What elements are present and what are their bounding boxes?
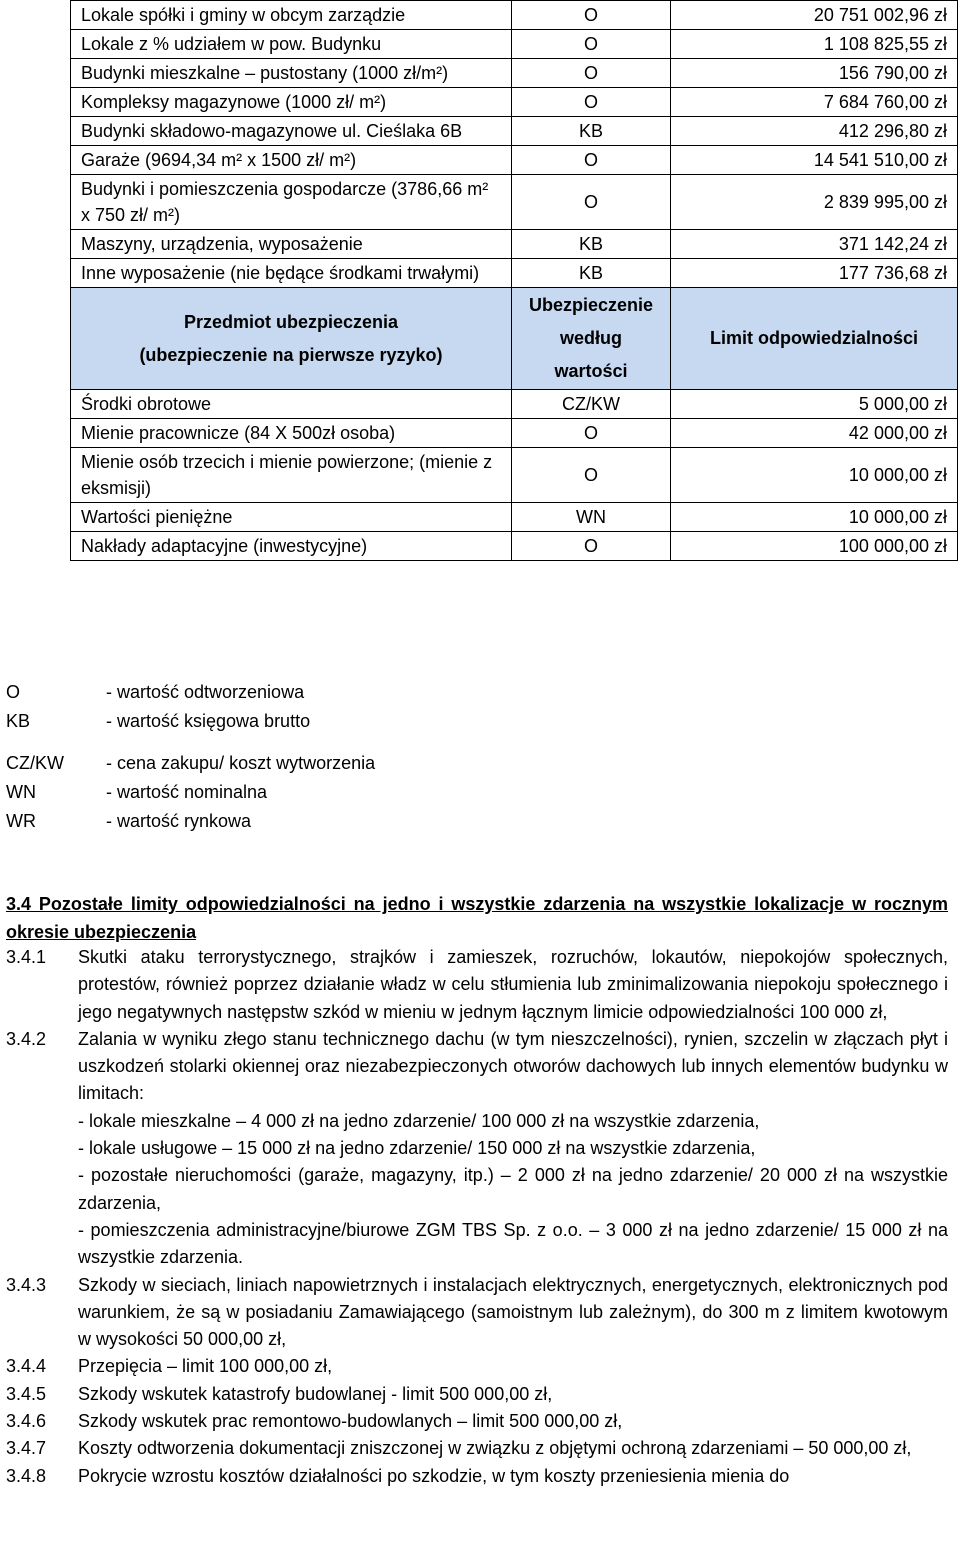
section-title: 3.4 Pozostałe limity odpowiedzialności na jedno i wszystkie zdarzenia na wszystkie lokalizacje w rocznym okresie ubezpieczenia <box>6 894 948 942</box>
table-row <box>71 448 958 503</box>
value-cell: 42 000,00 zł <box>671 419 958 448</box>
type-cell: O <box>512 1 671 30</box>
item-cell: Kompleksy magazynowe (1000 zł/ m²) <box>71 88 512 117</box>
value-cell: 7 684 760,00 zł <box>671 88 958 117</box>
list-item <box>6 1272 948 1354</box>
value-cell: 156 790,00 zł <box>671 59 958 88</box>
value-cell: 412 296,80 zł <box>671 117 958 146</box>
item-cell: Mienie pracownicze (84 X 500zł osoba) <box>71 419 512 448</box>
type-cell: O <box>512 59 671 88</box>
list-item <box>6 1408 948 1435</box>
list-item <box>6 944 948 1026</box>
value-cell: 20 751 002,96 zł <box>671 1 958 30</box>
header-subject <box>71 288 512 390</box>
table-row <box>71 175 958 230</box>
value-cell: 10 000,00 zł <box>671 448 958 503</box>
type-cell: O <box>512 419 671 448</box>
table-row <box>71 146 958 175</box>
item-cell: Maszyny, urządzenia, wyposażenie <box>71 230 512 259</box>
item-number: 3.4.8 <box>6 1465 47 1486</box>
sub-item: - lokale mieszkalne – 4 000 zł na jedno zdarzenie/ 100 000 zł na wszystkie zdarzenia, <box>78 1110 760 1131</box>
item-number: 3.4.7 <box>6 1438 47 1459</box>
item-cell: Wartości pieniężne <box>71 503 512 532</box>
item-number: 3.4.1 <box>6 947 47 967</box>
value-cell: 1 108 825,55 zł <box>671 30 958 59</box>
sub-item: - pomieszczenia administracyjne/biurowe ZGM TBS Sp. z o.o. – 3 000 zł na jedno zdarzenie/ 15 000 zł na wszystkie zdarzenia. <box>78 1219 948 1268</box>
list-item <box>6 1353 948 1380</box>
item-number: 3.4.4 <box>6 1356 47 1377</box>
item-cell: Nakłady adaptacyjne (inwestycyjne) <box>71 532 512 561</box>
table-row <box>71 503 958 532</box>
type-cell: O <box>512 88 671 117</box>
item-number: 3.4.6 <box>6 1411 47 1432</box>
table-row <box>71 117 958 146</box>
item-text: Pokrycie wzrostu kosztów działalności po szkodzie, w tym koszty przeniesienia mienia do <box>78 1465 790 1486</box>
item-cell: Budynki i pomieszczenia gospodarcze (3786,66 m² x 750 zł/ m²) <box>71 175 512 230</box>
type-cell: O <box>512 175 671 230</box>
type-cell: O <box>512 30 671 59</box>
item-cell: Garaże (9694,34 m² x 1500 zł/ m²) <box>71 146 512 175</box>
item-text: Zalania w wyniku złego stanu technicznego dachu (w tym nieszczelności), rynien, szczelin w złączach płyt i uszkodzeń stolarki okiennej oraz niezabezpieczonych otworów dachowych lub innych elementów budynku w limitach: <box>78 1028 948 1104</box>
value-cell: 100 000,00 zł <box>671 532 958 561</box>
legend-code: CZ/KW <box>6 753 64 773</box>
legend-desc: - wartość nominalna <box>106 782 268 802</box>
item-text: Szkody wskutek prac remontowo-budowlanych – limit 500 000,00 zł, <box>78 1411 623 1432</box>
legend-desc: - wartość rynkowa <box>106 811 252 831</box>
item-text: Koszty odtworzenia dokumentacji zniszczonej w związku z objętymi ochroną zdarzeniami – 50 000,00 zł, <box>78 1438 912 1459</box>
item-cell: Inne wyposażenie (nie będące środkami trwałymi) <box>71 259 512 288</box>
type-cell: CZ/KW <box>512 390 671 419</box>
table-row <box>71 419 958 448</box>
type-cell: KB <box>512 117 671 146</box>
item-cell: Mienie osób trzecich i mienie powierzone; (mienie z eksmisji) <box>71 448 512 503</box>
sub-item: - pozostałe nieruchomości (garaże, magazyny, itp.) – 2 000 zł na jedno zdarzenie/ 20 000 zł na wszystkie zdarzenia, <box>78 1165 948 1213</box>
type-cell: O <box>512 146 671 175</box>
legend-desc: - wartość księgowa brutto <box>106 711 311 731</box>
item-text: Szkody wskutek katastrofy budowlanej - limit 500 000,00 zł, <box>78 1383 553 1404</box>
table-header-row <box>71 288 958 390</box>
table-row <box>71 390 958 419</box>
value-cell: 371 142,24 zł <box>671 230 958 259</box>
insurance-table <box>70 0 958 561</box>
list-item <box>6 1463 948 1490</box>
type-cell: O <box>512 532 671 561</box>
limits-list <box>6 944 948 1490</box>
item-cell: Lokale spółki i gminy w obcym zarządzie <box>71 1 512 30</box>
item-cell: Budynki mieszkalne – pustostany (1000 zł/m²) <box>71 59 512 88</box>
item-text: Przepięcia – limit 100 000,00 zł, <box>78 1356 333 1377</box>
header-limit: Limit odpowiedzialności <box>671 288 958 390</box>
type-cell: WN <box>512 503 671 532</box>
item-text: Skutki ataku terrorystycznego, strajków i zamieszek, rozruchów, lokautów, niepokojów społecznych, protestów, również poprzez działanie władz w celu stłumienia lub zminimalizowania niepokoju społecznego i jego negatywnych następstw szkód w mieniu w jednym łącznym limicie odpowiedzialności 100 000 zł, <box>78 947 948 1022</box>
list-item <box>6 1435 948 1462</box>
item-number: 3.4.3 <box>6 1274 47 1295</box>
table-row <box>71 230 958 259</box>
legend-code: O <box>6 682 21 702</box>
value-cell: 14 541 510,00 zł <box>671 146 958 175</box>
type-cell: KB <box>512 259 671 288</box>
table-row <box>71 1 958 30</box>
legend-desc: - wartość odtworzeniowa <box>106 682 305 702</box>
legend-code: KB <box>6 711 31 731</box>
value-cell: 177 736,68 zł <box>671 259 958 288</box>
table-row <box>71 30 958 59</box>
sub-item: - lokale usługowe – 15 000 zł na jedno zdarzenie/ 150 000 zł na wszystkie zdarzenia, <box>78 1138 756 1159</box>
item-cell: Lokale z % udziałem w pow. Budynku <box>71 30 512 59</box>
header-subject-note: (ubezpieczenie na pierwsze ryzyko) <box>139 344 443 365</box>
table-row <box>71 259 958 288</box>
value-cell: 5 000,00 zł <box>671 390 958 419</box>
legend-desc: - cena zakupu/ koszt wytworzenia <box>106 753 376 773</box>
legend-code: WR <box>6 811 36 831</box>
value-cell: 10 000,00 zł <box>671 503 958 532</box>
item-number: 3.4.5 <box>6 1383 47 1404</box>
item-cell: Budynki składowo-magazynowe ul. Cieślaka 6B <box>71 117 512 146</box>
type-cell: KB <box>512 230 671 259</box>
table-row <box>71 59 958 88</box>
header-valuation: Ubezpieczenie według wartości <box>512 288 671 390</box>
item-cell: Środki obrotowe <box>71 390 512 419</box>
table-row <box>71 532 958 561</box>
item-text: Szkody w sieciach, liniach napowietrznych i instalacjach elektrycznych, energetycznych, elektronicznych pod warunkiem, że są w posiadaniu Zamawiającego (samoistnym lub zależnym), do 300 m z limitem kwotowym w wysokości 50 000,00 zł, <box>78 1274 948 1350</box>
table-row <box>71 88 958 117</box>
type-cell: O <box>512 448 671 503</box>
legend-code: WN <box>6 782 36 802</box>
header-subject-title: Przedmiot ubezpieczenia <box>183 311 399 332</box>
list-item <box>6 1026 948 1272</box>
value-cell: 2 839 995,00 zł <box>671 175 958 230</box>
list-item <box>6 1381 948 1408</box>
item-number: 3.4.2 <box>6 1028 47 1049</box>
